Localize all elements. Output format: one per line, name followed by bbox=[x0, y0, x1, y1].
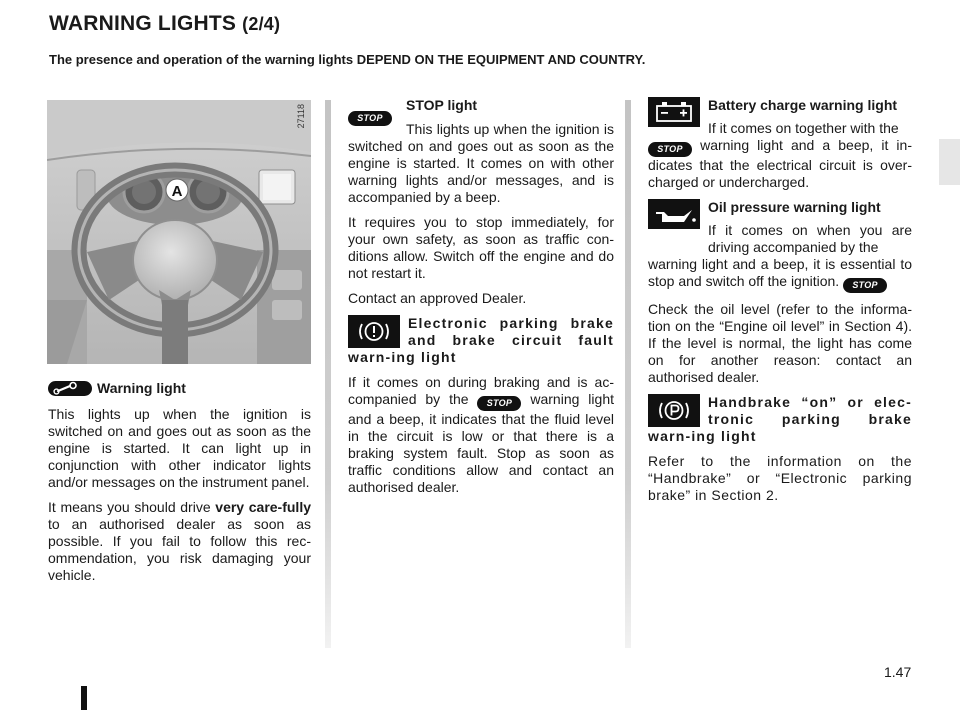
battery-text-part: If it comes on together with the bbox=[708, 120, 899, 136]
epb-text-part: warning light and a beep, it indicates that the fluid level in the circuit is low or that there is a braking system fault. Stop as soon as traffic conditions allow and contact an authorised dealer. bbox=[348, 391, 614, 495]
column-3 bbox=[648, 97, 912, 512]
advice-text: to an authorised dealer as soon as possible. If you fail to follow this rec-ommendation, you risk damaging your vehicle. bbox=[48, 516, 311, 583]
oil-heading bbox=[648, 199, 912, 216]
handbrake-title: Handbrake “on” or elec-tronic parking brake warn-ing light bbox=[648, 394, 912, 444]
handbrake-icon bbox=[648, 394, 700, 427]
service-warning-heading bbox=[48, 380, 311, 397]
oil-text-part: If it comes on when you are driving accompanied by the bbox=[708, 222, 912, 255]
section-tab bbox=[939, 139, 960, 185]
callout-label: A bbox=[171, 183, 183, 200]
page-edge-marker bbox=[81, 686, 87, 710]
epb-text-part: If it comes on during braking and is ac-companied by the bbox=[348, 374, 614, 407]
oil-pressure-icon bbox=[648, 199, 700, 229]
page-title bbox=[49, 12, 280, 36]
column-1 bbox=[48, 380, 311, 592]
service-warning-title: Warning light bbox=[97, 380, 186, 396]
figure-code: 27118 bbox=[296, 104, 306, 129]
service-warning-advice bbox=[48, 499, 311, 584]
handbrake-heading bbox=[648, 394, 912, 445]
stop-text: This lights up when the ignition is switched on and goes out as soon as the engine is started. It comes on with other warning lights and/or messages, and is accompanied by a beep. bbox=[348, 121, 614, 205]
stop-icon-inline: STOP bbox=[843, 278, 887, 293]
handbrake-text: Refer to the information on the “Handbrake” or “Electronic parking brake” in Section 2. bbox=[648, 453, 912, 503]
title-text: WARNING LIGHTS bbox=[49, 12, 237, 35]
stop-heading bbox=[348, 97, 614, 123]
oil-text bbox=[648, 222, 912, 293]
stop-icon-inline: STOP bbox=[477, 396, 521, 411]
epb-heading bbox=[348, 315, 614, 366]
page-number: 1.47 bbox=[884, 664, 912, 680]
page-subtitle: The presence and operation of the warning lights DEPEND ON THE EQUIPMENT AND COUNTRY. bbox=[49, 52, 646, 67]
service-warning-text: This lights up when the ignition is switched on and goes out as soon as the engine is started. It can light up in conjunction with other indicator lights and/or messages on the instrument panel. bbox=[48, 406, 311, 490]
battery-heading bbox=[648, 97, 912, 114]
stop-icon: STOP bbox=[348, 111, 392, 126]
stop-title: STOP light bbox=[406, 97, 478, 113]
battery-text bbox=[648, 120, 912, 191]
oil-title: Oil pressure warning light bbox=[708, 199, 881, 215]
stop-instruction: It requires you to stop immediately, for your own safety, as soon as traffic con-ditions allow. Switch off the engine and do not restart it. bbox=[348, 214, 614, 281]
wrench-warning-icon bbox=[48, 381, 92, 396]
battery-icon bbox=[648, 97, 700, 127]
dashboard-illustration bbox=[47, 100, 311, 364]
advice-text: It means you should drive bbox=[48, 499, 216, 515]
battery-text-part: warning light and a beep, it in-dicates that the electrical circuit is over-charged or undercharged. bbox=[648, 137, 912, 190]
oil-check-text: Check the oil level (refer to the informa-tion on the “Engine oil level” in Section 4). If the level is normal, the light has come on for another reason: contact an authorised dealer. bbox=[648, 301, 912, 385]
title-part: (2/4) bbox=[242, 14, 281, 34]
epb-title: Electronic parking brake and brake circuit fault warn-ing light bbox=[348, 315, 614, 365]
brake-fault-icon bbox=[348, 315, 400, 348]
column-2 bbox=[348, 97, 614, 504]
stop-icon-inline: STOP bbox=[648, 142, 692, 157]
battery-title: Battery charge warning light bbox=[708, 97, 898, 113]
epb-text bbox=[348, 374, 614, 496]
column-divider bbox=[625, 100, 631, 648]
stop-contact: Contact an approved Dealer. bbox=[348, 290, 527, 306]
column-divider bbox=[325, 100, 331, 648]
oil-text-part: warning light and a beep, it is essential to stop and switch off the ignition. bbox=[648, 256, 912, 289]
advice-emphasis: very care-fully bbox=[215, 499, 311, 515]
